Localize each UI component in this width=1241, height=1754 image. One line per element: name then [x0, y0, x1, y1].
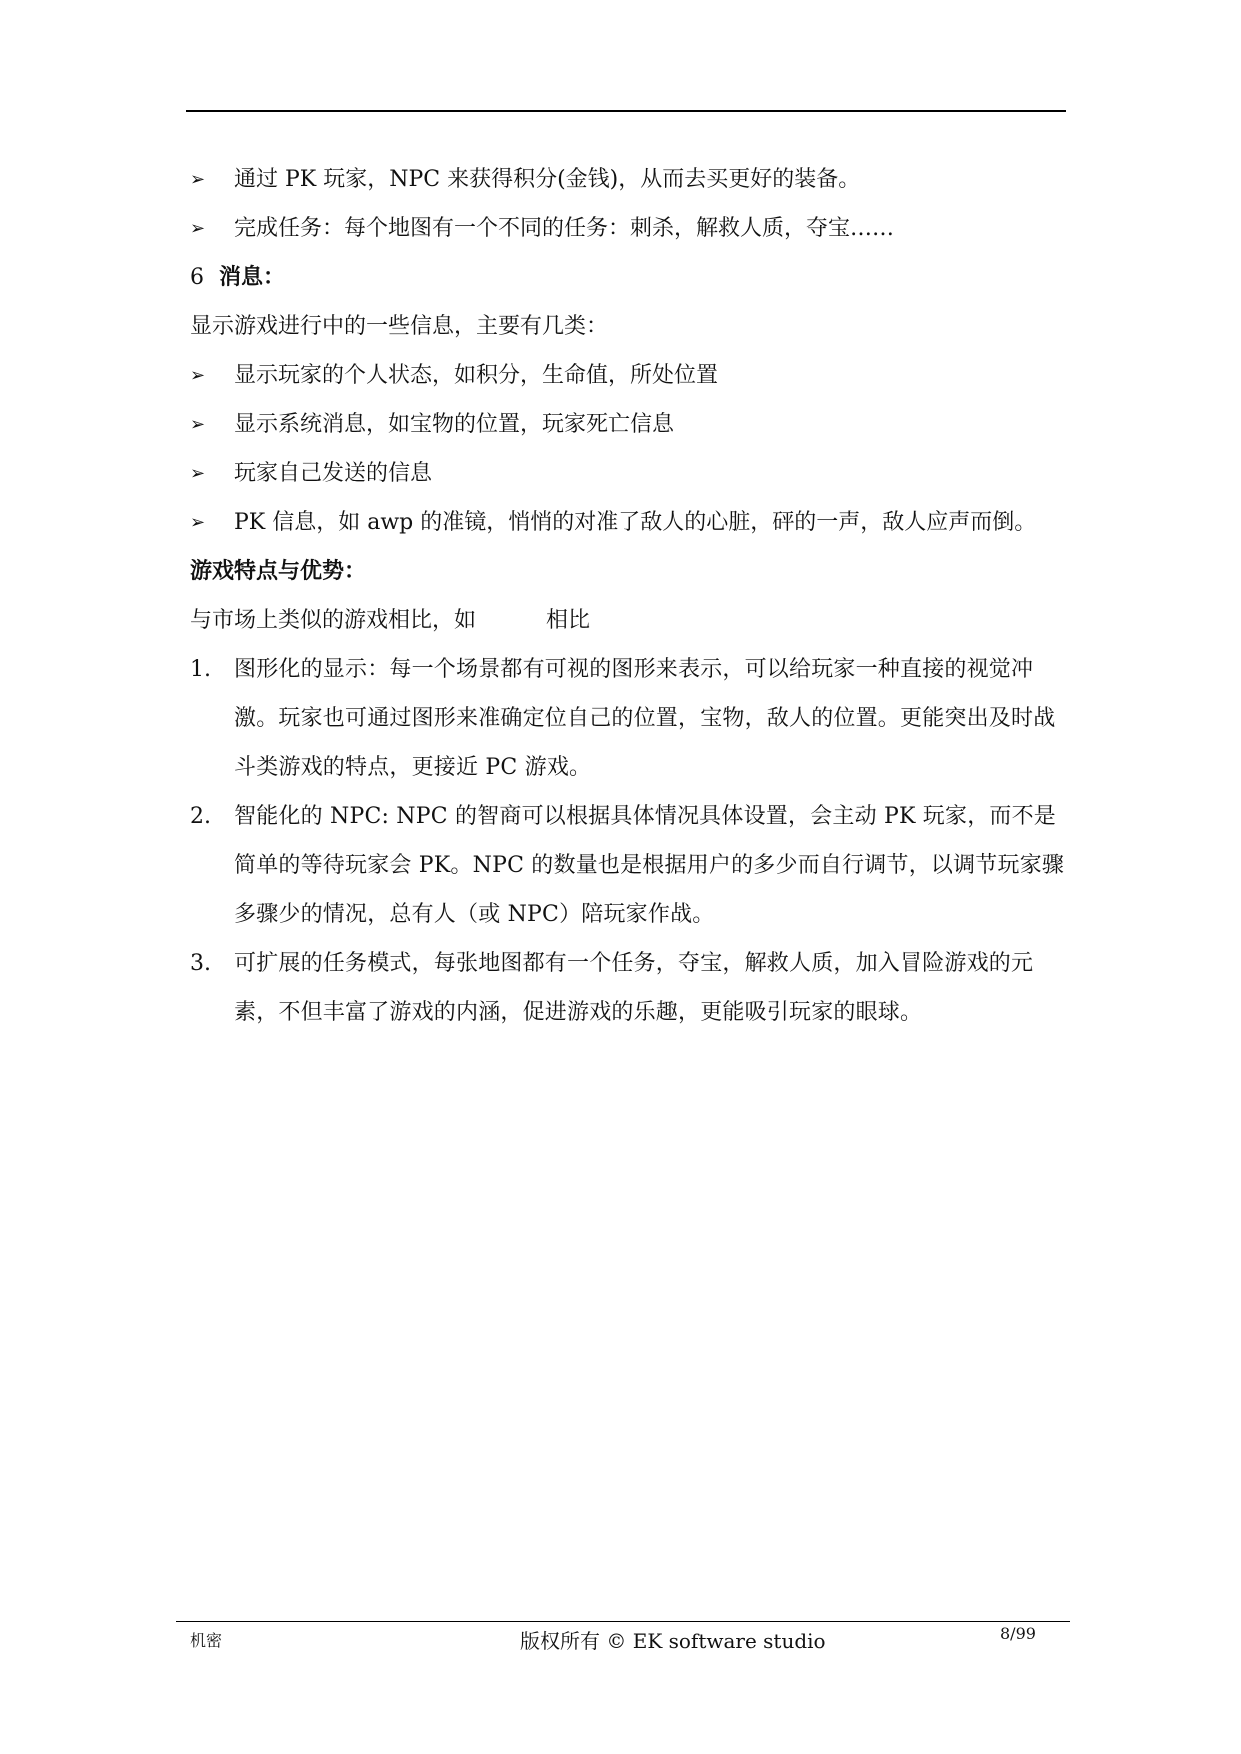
header-rule [186, 110, 1066, 112]
page-content [190, 155, 1065, 1037]
bullet-item [190, 204, 1065, 253]
bullet-text: 显示玩家的个人状态，如积分，生命值，所处位置 [234, 363, 719, 388]
paragraph: 显示游戏进行中的一些信息，主要有几类： [190, 314, 609, 339]
footer-copyright: 版权所有 © EK software studio [520, 1629, 826, 1653]
bullet-item [190, 449, 1065, 498]
bullet-text: 完成任务：每个地图有一个不同的任务：刺杀，解救人质，夺宝…… [234, 216, 895, 241]
arrow-bullet-icon: ➢ [190, 512, 206, 533]
section-number: 6 [190, 265, 204, 290]
compare-intro-right: 相比 [546, 608, 591, 633]
bullet-text: PK 信息，如 awp 的准镜，悄悄的对准了敌人的心脏，砰的一声，敌人应声而倒。 [234, 510, 1037, 535]
item-text: 图形化的显示：每一个场景都有可视的图形来表示，可以给玩家一种直接的视觉冲激。玩家也可通过图形来准确定位自己的位置，宝物，敌人的位置。更能突出及时战斗类游戏的特点，更接近 PC 游戏。 [234, 657, 1056, 780]
footer-confidential: 机密 [190, 1631, 223, 1650]
footer-rule [176, 1621, 1070, 1622]
numbered-item [190, 645, 1065, 792]
section-title: 消息： [219, 264, 286, 290]
bullet-item [190, 400, 1065, 449]
item-text: 智能化的 NPC: NPC 的智商可以根据具体情况具体设置，会主动 PK 玩家，而不是简单的等待玩家会 PK。NPC 的数量也是根据用户的多少而自行调节，以调节玩家骤多骤少的情况，总有人（或 NPC）陪玩家作战。 [234, 804, 1065, 927]
arrow-bullet-icon: ➢ [190, 365, 206, 386]
bullet-text: 显示系统消息，如宝物的位置，玩家死亡信息 [234, 412, 675, 437]
numbered-item [190, 939, 1065, 1037]
features-heading: 游戏特点与优势： [190, 558, 367, 584]
compare-intro-left: 与市场上类似的游戏相比，如 [190, 608, 477, 633]
item-number: 2. [190, 804, 211, 829]
bullet-text: 玩家自己发送的信息 [234, 461, 433, 486]
numbered-item [190, 792, 1065, 939]
item-number: 3. [190, 951, 211, 976]
item-text: 可扩展的任务模式，每张地图都有一个任务，夺宝，解救人质，加入冒险游戏的元素，不但丰富了游戏的内涵，促进游戏的乐趣，更能吸引玩家的眼球。 [234, 951, 1034, 1025]
section-heading [190, 253, 1065, 302]
arrow-bullet-icon: ➢ [190, 169, 206, 190]
arrow-bullet-icon: ➢ [190, 218, 206, 239]
bullet-item [190, 155, 1065, 204]
bullet-item [190, 498, 1065, 547]
compare-intro [190, 596, 1065, 645]
bullet-item [190, 351, 1065, 400]
bullet-text: 通过 PK 玩家，NPC 来获得积分(金钱)，从而去买更好的装备。 [234, 167, 861, 192]
item-number: 1. [190, 657, 211, 682]
page-number: 8/99 [1000, 1624, 1036, 1643]
arrow-bullet-icon: ➢ [190, 463, 206, 484]
arrow-bullet-icon: ➢ [190, 414, 206, 435]
